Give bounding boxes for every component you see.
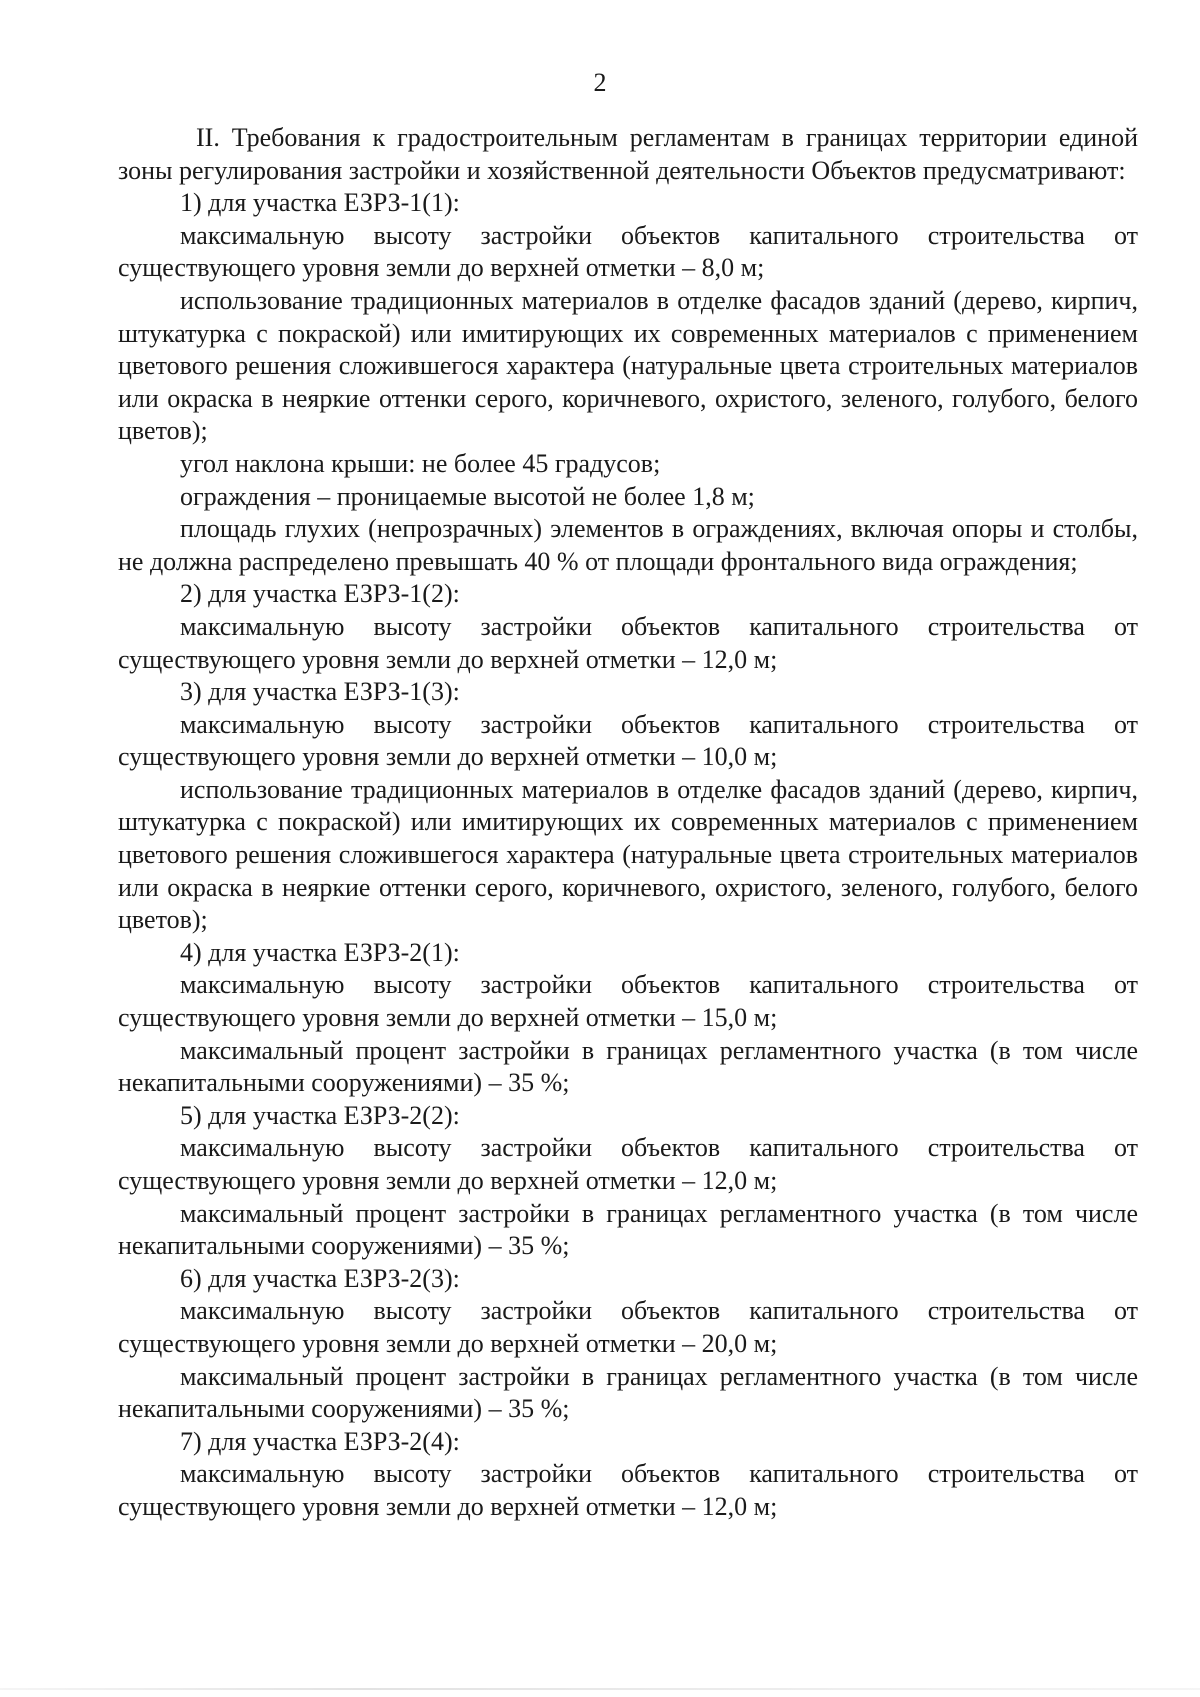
requirement-paragraph: ограждения – проницаемые высотой не более 1,8 м; [180,481,755,511]
requirement-paragraph: максимальный процент застройки в границах регламентного участка (в том числе некапитальными сооружениями) – 35 %; [118,1198,1138,1261]
requirement-paragraph: максимальную высоту застройки объектов капитального строительства от существующего уровня земли до верхней отметки – 8,0 м; [118,220,1138,283]
requirement-paragraph: максимальный процент застройки в границах регламентного участка (в том числе некапитальными сооружениями) – 35 %; [118,1035,1138,1098]
requirement-paragraph: максимальную высоту застройки объектов капитального строительства от существующего уровня земли до верхней отметки – 10,0 м; [118,709,1138,772]
list-item-heading: 7) для участка ЕЗРЗ-2(4): [180,1426,460,1456]
requirement-paragraph: угол наклона крыши: не более 45 градусов; [180,448,661,478]
document-body [118,122,1138,1524]
list-item-heading: 2) для участка ЕЗРЗ-1(2): [180,579,460,609]
list-item-heading: 1) для участка ЕЗРЗ-1(1): [180,188,460,218]
list-item-heading: 5) для участка ЕЗРЗ-2(2): [180,1100,460,1130]
scan-artifact-line [0,1688,1200,1690]
section-intro-paragraph: II. Требования к градостроительным регламентам в границах территории единой зоны регулирования застройки и хозяйственной деятельности Объектов предусматривают: [118,123,1138,185]
requirement-paragraph: площадь глухих (непрозрачных) элементов в ограждениях, включая опоры и столбы, не должна распределено превышать 40 % от площади фронтального вида ограждения; [118,514,1138,576]
requirement-paragraph: использование традиционных материалов в отделке фасадов зданий (дерево, кирпич, штукатурка с покраской) или имитирующих их современных материалов с применением цветового решения сложившегося характера (натуральные цвета строительных материалов или окраска в неяркие оттенки серого, коричневого, охристого, зеленого, голубого, белого цветов); [118,285,1138,446]
page-number: 2 [593,68,607,97]
requirement-paragraph: максимальную высоту застройки объектов капитального строительства от существующего уровня земли до верхней отметки – 12,0 м; [118,611,1138,674]
requirement-paragraph: максимальную высоту застройки объектов капитального строительства от существующего уровня земли до верхней отметки – 20,0 м; [118,1296,1138,1358]
list-item-heading: 4) для участка ЕЗРЗ-2(1): [180,937,460,967]
requirement-paragraph: использование традиционных материалов в отделке фасадов зданий (дерево, кирпич, штукатурка с покраской) или имитирующих их современных материалов с применением цветового решения сложившегося характера (натуральные цвета строительных материалов или окраска в неяркие оттенки серого, коричневого, охристого, зеленого, голубого, белого цветов); [118,774,1138,935]
requirement-paragraph: максимальный процент застройки в границах регламентного участка (в том числе некапитальными сооружениями) – 35 %; [118,1361,1138,1424]
requirement-paragraph: максимальную высоту застройки объектов капитального строительства от существующего уровня земли до верхней отметки – 12,0 м; [118,1133,1138,1195]
requirement-paragraph: максимальную высоту застройки объектов капитального строительства от существующего уровня земли до верхней отметки – 12,0 м; [118,1459,1138,1521]
requirement-paragraph: максимальную высоту застройки объектов капитального строительства от существующего уровня земли до верхней отметки – 15,0 м; [118,970,1138,1033]
list-item-heading: 6) для участка ЕЗРЗ-2(3): [180,1263,460,1293]
list-item-heading: 3) для участка ЕЗРЗ-1(3): [180,677,460,707]
